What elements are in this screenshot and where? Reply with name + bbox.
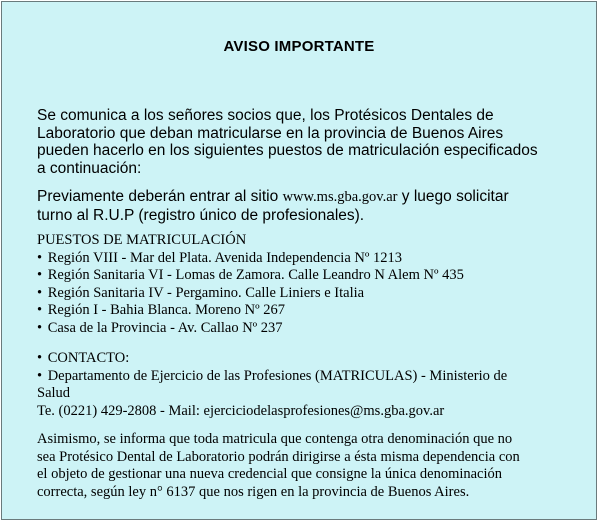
previo-text-after: y luego solicitar	[397, 188, 509, 205]
bullet-glyph: •	[37, 249, 43, 266]
puesto-text: Casa de la Provincia - Av. Callao Nº 237	[47, 319, 283, 336]
bullet-glyph: •	[37, 367, 43, 384]
list-item	[37, 302, 582, 320]
asimismo-paragraph	[37, 431, 582, 501]
list-item	[37, 267, 582, 285]
notice-panel	[1, 1, 597, 520]
bullet-glyph: •	[37, 302, 43, 318]
contacto-line: Salud	[37, 385, 71, 401]
contacto-section	[37, 350, 582, 420]
asimismo-line: correcta, según ley n° 6137 que nos rigen en la provincia de Buenos Aires.	[37, 483, 470, 500]
contacto-line	[37, 368, 582, 386]
list-item	[37, 285, 582, 303]
previo-line-2: turno al R.U.P (registro único de profesionales).	[37, 206, 365, 224]
list-item	[37, 250, 582, 268]
notice-title: AVISO IMPORTANTE	[223, 38, 375, 55]
puesto-text: Región VIII - Mar del Plata. Avenida Independencia Nº 1213	[47, 249, 402, 266]
bullet-glyph: •	[37, 284, 43, 301]
bullet-glyph: •	[37, 267, 43, 283]
intro-paragraph	[37, 107, 582, 177]
puesto-text: Región Sanitaria IV - Pergamino. Calle Liniers e Italia	[47, 284, 365, 301]
contacto-heading: CONTACTO:	[47, 350, 130, 366]
puesto-text: Región Sanitaria VI - Lomas de Zamora. Calle Leandro N Alem Nº 435	[47, 267, 464, 283]
puestos-heading: PUESTOS DE MATRICULACIÓN	[37, 232, 247, 248]
list-item	[37, 320, 582, 338]
bullet-glyph: •	[37, 350, 43, 366]
intro-line: pueden hacerlo en los siguientes puestos de matriculación especificados	[37, 142, 538, 159]
asimismo-line: el objeto de gestionar una nueva credencial que consigne la única denominación	[37, 466, 503, 482]
puesto-text: Región I - Bahia Blanca. Moreno Nº 267	[47, 302, 285, 318]
contacto-text: Departamento de Ejercicio de las Profesiones (MATRICULAS) - Ministerio de	[47, 367, 508, 384]
previo-line-1	[37, 188, 582, 207]
asimismo-line: sea Protésico Dental de Laboratorio podrán dirigirse a ésta misma dependencia con	[37, 448, 520, 465]
contacto-heading-line	[37, 350, 582, 368]
previo-paragraph	[37, 188, 582, 224]
contacto-tel: Te. (0221) 429-2808 - Mail: ejerciciodelasprofesiones@ms.gba.gov.ar	[37, 402, 445, 419]
intro-line: a continuación:	[37, 159, 142, 177]
intro-line: Se comunica a los señores socios que, los Protésicos Dentales de	[37, 107, 494, 124]
intro-line: Laboratorio que deban matricularse en la provincia de Buenos Aires	[37, 124, 504, 142]
asimismo-line: Asimismo, se informa que toda matricula que contenga otra denominación que no	[37, 431, 513, 447]
previo-text-before: Previamente deberán entrar al sitio	[37, 188, 283, 205]
bullet-glyph: •	[37, 319, 43, 336]
puestos-section	[37, 232, 582, 337]
site-link[interactable]: www.ms.gba.gov.ar	[282, 189, 398, 205]
